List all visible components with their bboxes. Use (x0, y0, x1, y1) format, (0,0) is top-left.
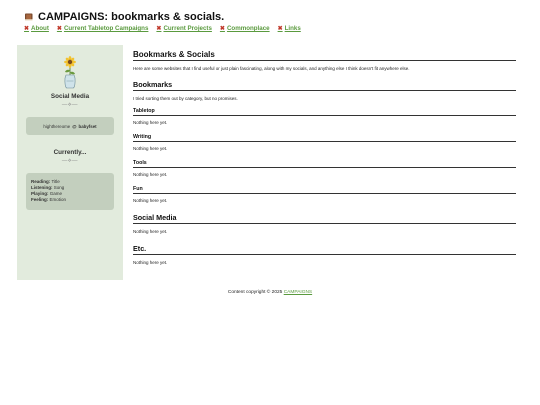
category-text: Nothing here yet. (133, 146, 168, 151)
bookmarks-intro: I tried sorting them out by category, but no promises. (133, 96, 238, 101)
social-handle-box (26, 117, 114, 135)
cross-icon: ✖ (56, 26, 62, 32)
ornament-divider: —⟡— (61, 158, 79, 164)
page-title: Bookmarks & Socials (133, 50, 516, 61)
site-header (24, 11, 524, 32)
currently-status-box (26, 173, 114, 210)
handle-site: babyfset (78, 123, 97, 129)
site-title-text: CAMPAIGNS: bookmarks & socials. (38, 11, 225, 23)
copyright-text: Content copyright © 2025 (227, 290, 283, 295)
category-text: Nothing here yet. (133, 198, 168, 203)
category-heading-fun: Fun (133, 186, 516, 194)
site-title (24, 11, 524, 23)
ornament-divider: —⟡— (61, 102, 79, 108)
social-media-text: Nothing here yet. (133, 229, 168, 234)
status-row: Listening: Song (31, 185, 65, 190)
site-footer (0, 290, 540, 295)
currently-heading: Currently... (53, 149, 87, 156)
category-text: Nothing here yet. (133, 172, 168, 177)
nav-link-current-tabletop-campaigns[interactable]: ✖ Current Tabletop Campaigns (56, 25, 149, 32)
main-nav (24, 25, 524, 32)
cross-icon: ✖ (24, 26, 30, 32)
nav-link-commonplace[interactable]: ✖ Commonplace (219, 25, 270, 32)
cross-icon: ✖ (156, 26, 162, 32)
sunflower-vase-icon (60, 55, 80, 89)
sidebar (17, 45, 123, 280)
etc-heading: Etc. (133, 244, 516, 255)
bookmarks-heading: Bookmarks (133, 80, 516, 91)
status-row: Playing: Game (31, 191, 63, 196)
nav-link-links[interactable]: ✖ Links (277, 25, 301, 32)
intro-text: Here are some websites that I find useful or just plain fascinating, along with my socials, and anything else I think doesn't fit anywhere else. (133, 66, 410, 71)
sidebar-social-heading: Social Media (50, 93, 90, 100)
handle-at: @ (72, 123, 77, 129)
cross-icon: ✖ (219, 26, 225, 32)
category-heading-tabletop: Tabletop (133, 108, 516, 116)
category-text: Nothing here yet. (133, 120, 168, 125)
status-row: Reading: Title (31, 179, 60, 184)
cross-icon: ✖ (277, 26, 283, 32)
status-row: Feeling: Emotion (31, 197, 67, 202)
category-heading-tools: Tools (133, 160, 516, 168)
handle-user: highthereome (43, 123, 71, 129)
social-media-heading: Social Media (133, 213, 516, 224)
nav-link-about[interactable]: ✖ About (24, 25, 49, 32)
nav-link-current-projects[interactable]: ✖ Current Projects (156, 25, 212, 32)
main-content (133, 50, 516, 265)
category-heading-writing: Writing (133, 134, 516, 142)
etc-text: Nothing here yet. (133, 260, 168, 265)
footer-home-link[interactable]: CAMPAIGNS (283, 290, 313, 295)
book-icon (24, 12, 34, 22)
